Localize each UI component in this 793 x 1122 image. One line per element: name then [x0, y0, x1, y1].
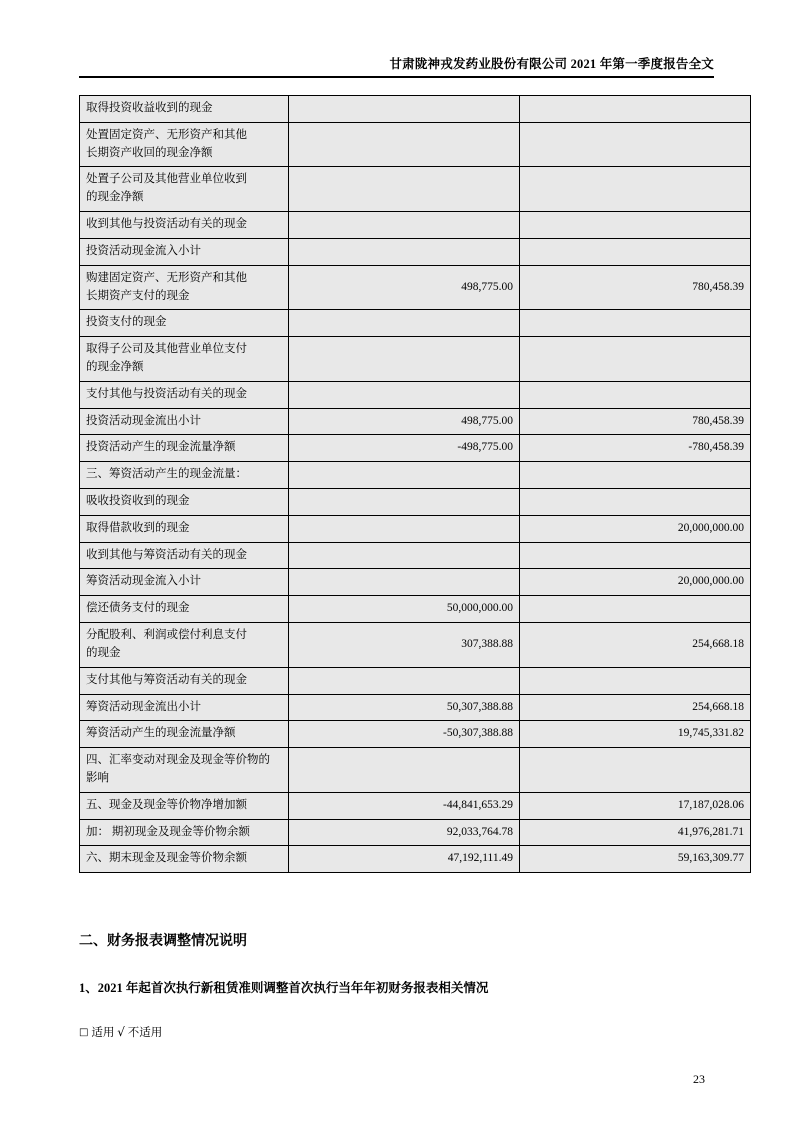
table-row: [80, 238, 751, 265]
cash-flow-table: [79, 95, 751, 873]
row-value-prior: 20,000,000.00: [520, 515, 751, 542]
table-row: [80, 846, 751, 873]
row-value-prior: [520, 667, 751, 694]
table-row: [80, 381, 751, 408]
row-value-current: [289, 462, 520, 489]
row-value-prior: [520, 542, 751, 569]
row-label: 处置子公司及其他营业单位收到 的现金净额: [80, 167, 289, 212]
table-row: [80, 167, 751, 212]
row-label: 偿还债务支付的现金: [80, 596, 289, 623]
row-value-current: 307,388.88: [289, 623, 520, 668]
row-value-current: [289, 381, 520, 408]
table-row: [80, 542, 751, 569]
row-value-current: -50,307,388.88: [289, 721, 520, 748]
applicability-line: [79, 1024, 162, 1040]
row-value-prior: [520, 238, 751, 265]
table-body: [80, 96, 751, 873]
row-label: 投资活动现金流入小计: [80, 238, 289, 265]
table-row: [80, 122, 751, 167]
row-label: 吸收投资收到的现金: [80, 489, 289, 516]
row-value-prior: 41,976,281.71: [520, 819, 751, 846]
table-row: [80, 569, 751, 596]
row-value-current: -498,775.00: [289, 435, 520, 462]
row-value-current: -44,841,653.29: [289, 792, 520, 819]
table-row: [80, 515, 751, 542]
table-row: [80, 819, 751, 846]
row-value-current: 498,775.00: [289, 265, 520, 310]
row-label: 分配股利、利润或偿付利息支付 的现金: [80, 623, 289, 668]
row-value-current: 47,192,111.49: [289, 846, 520, 873]
row-value-current: [289, 542, 520, 569]
row-label: 收到其他与筹资活动有关的现金: [80, 542, 289, 569]
row-label: 筹资活动现金流入小计: [80, 569, 289, 596]
row-value-prior: 780,458.39: [520, 408, 751, 435]
row-value-prior: [520, 212, 751, 239]
row-label: 筹资活动现金流出小计: [80, 694, 289, 721]
row-value-current: [289, 667, 520, 694]
row-value-current: [289, 515, 520, 542]
row-value-prior: [520, 167, 751, 212]
table-row: [80, 489, 751, 516]
subsection-title: 1、2021 年起首次执行新租赁准则调整首次执行当年年初财务报表相关情况: [79, 981, 489, 995]
table-row: [80, 667, 751, 694]
row-value-current: [289, 96, 520, 123]
row-value-prior: 20,000,000.00: [520, 569, 751, 596]
row-label: 投资活动产生的现金流量净额: [80, 435, 289, 462]
row-value-current: [289, 238, 520, 265]
table-row: [80, 721, 751, 748]
table-row: [80, 435, 751, 462]
table-row: [80, 310, 751, 337]
table-row: [80, 792, 751, 819]
row-value-prior: 254,668.18: [520, 694, 751, 721]
row-label: 取得子公司及其他营业单位支付 的现金净额: [80, 337, 289, 382]
row-value-current: [289, 337, 520, 382]
row-value-current: [289, 569, 520, 596]
row-value-prior: [520, 489, 751, 516]
row-value-prior: [520, 381, 751, 408]
table-row: [80, 212, 751, 239]
not-applicable-label: 不适用: [127, 1027, 163, 1039]
row-value-prior: 254,668.18: [520, 623, 751, 668]
row-label: 五、现金及现金等价物净增加额: [80, 792, 289, 819]
row-value-prior: [520, 748, 751, 793]
table-row: [80, 462, 751, 489]
row-value-prior: [520, 596, 751, 623]
row-label: 支付其他与投资活动有关的现金: [80, 381, 289, 408]
row-value-prior: 17,187,028.06: [520, 792, 751, 819]
table-row: [80, 265, 751, 310]
row-label: 筹资活动产生的现金流量净额: [80, 721, 289, 748]
row-value-current: 50,307,388.88: [289, 694, 520, 721]
row-label: 处置固定资产、无形资产和其他 长期资产收回的现金净额: [80, 122, 289, 167]
table-row: [80, 748, 751, 793]
table-row: [80, 96, 751, 123]
section-title: 二、财务报表调整情况说明: [79, 934, 247, 949]
table-row: [80, 694, 751, 721]
row-value-current: [289, 310, 520, 337]
row-value-prior: [520, 462, 751, 489]
row-value-current: [289, 122, 520, 167]
row-value-prior: 59,163,309.77: [520, 846, 751, 873]
row-value-prior: [520, 122, 751, 167]
table-row: [80, 408, 751, 435]
applicable-label: 适用: [91, 1027, 115, 1039]
row-label: 加： 期初现金及现金等价物余额: [80, 819, 289, 846]
row-value-current: [289, 212, 520, 239]
row-value-current: [289, 167, 520, 212]
row-label: 收到其他与投资活动有关的现金: [80, 212, 289, 239]
row-label: 购建固定资产、无形资产和其他 长期资产支付的现金: [80, 265, 289, 310]
row-label: 六、期末现金及现金等价物余额: [80, 846, 289, 873]
row-value-current: [289, 489, 520, 516]
row-value-prior: [520, 337, 751, 382]
row-label: 投资支付的现金: [80, 310, 289, 337]
row-value-current: [289, 748, 520, 793]
table-row: [80, 337, 751, 382]
row-value-current: 498,775.00: [289, 408, 520, 435]
row-label: 投资活动现金流出小计: [80, 408, 289, 435]
table-row: [80, 596, 751, 623]
page-number: 23: [693, 1072, 705, 1086]
row-value-current: 50,000,000.00: [289, 596, 520, 623]
row-value-prior: [520, 310, 751, 337]
row-label: 取得投资收益收到的现金: [80, 96, 289, 123]
page-header: 甘肃陇神戎发药业股份有限公司 2021 年第一季度报告全文: [389, 57, 714, 71]
row-label: 支付其他与筹资活动有关的现金: [80, 667, 289, 694]
header-divider: [79, 76, 714, 78]
row-label: 三、筹资活动产生的现金流量：: [80, 462, 289, 489]
row-value-prior: 19,745,331.82: [520, 721, 751, 748]
row-value-current: 92,033,764.78: [289, 819, 520, 846]
row-value-prior: -780,458.39: [520, 435, 751, 462]
checkbox-checked-icon[interactable]: √: [117, 1025, 125, 1039]
table-row: [80, 623, 751, 668]
row-value-prior: 780,458.39: [520, 265, 751, 310]
checkbox-empty-icon[interactable]: □: [79, 1027, 89, 1038]
row-label: 四、汇率变动对现金及现金等价物的 影响: [80, 748, 289, 793]
row-value-prior: [520, 96, 751, 123]
row-label: 取得借款收到的现金: [80, 515, 289, 542]
